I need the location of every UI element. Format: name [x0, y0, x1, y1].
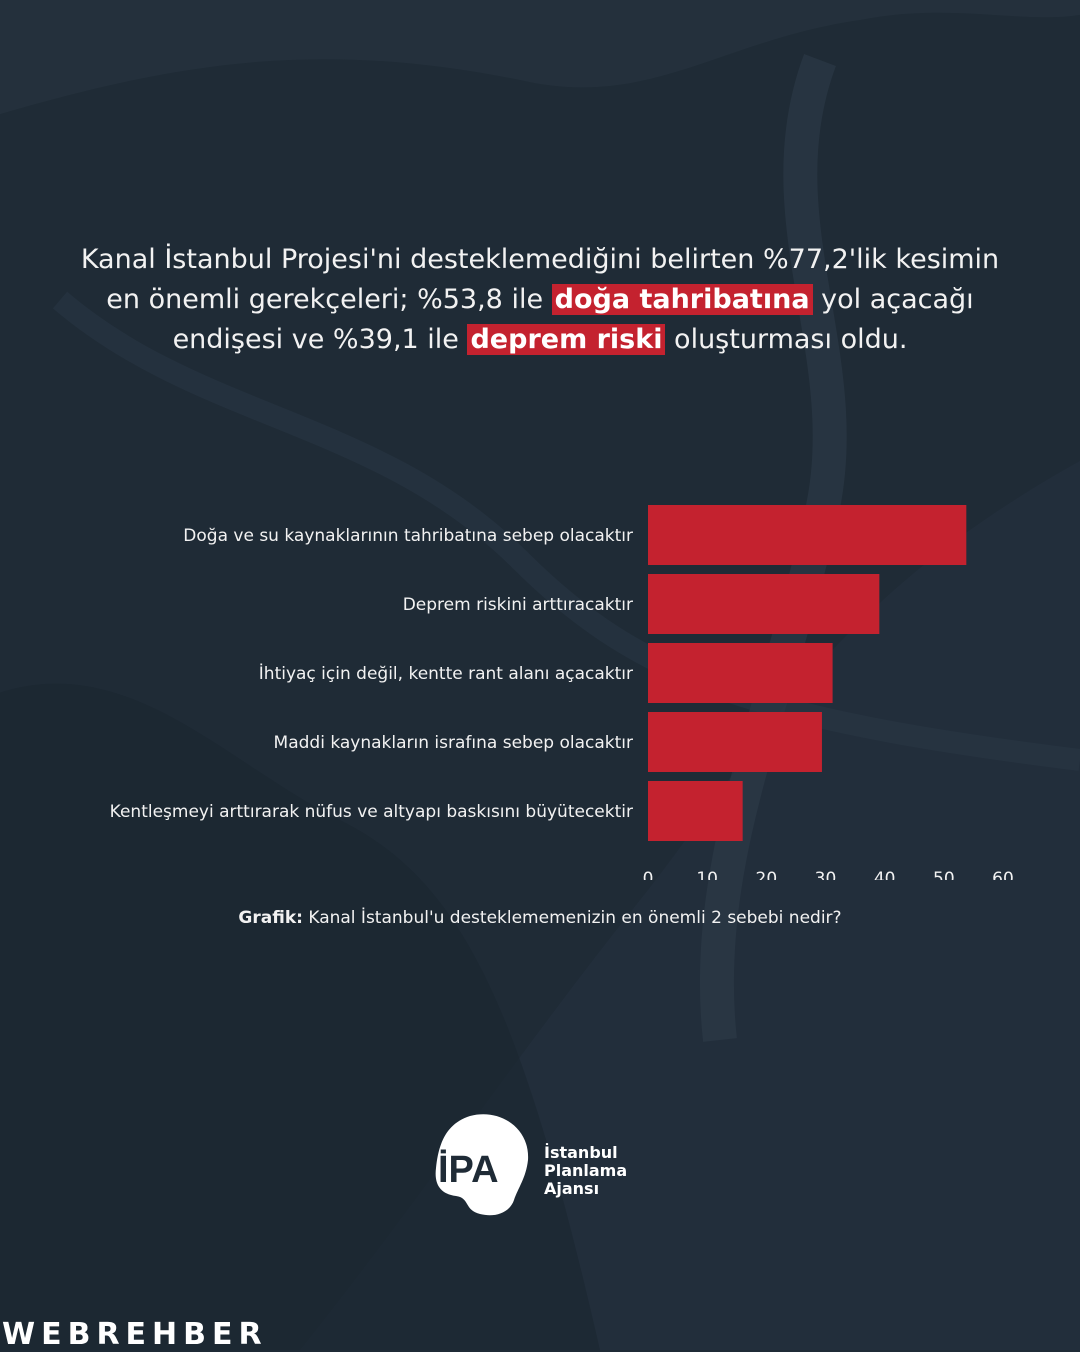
x-tick-label-60: 60: [992, 869, 1014, 880]
ipa-logo-text: [544, 1144, 627, 1198]
bar-chart: [0, 480, 1080, 880]
category-label-1: Doğa ve su kaynaklarının tahribatına sebep olacaktır: [183, 526, 633, 546]
category-label-4: Maddi kaynakların israfına sebep olacaktır: [273, 733, 633, 753]
headline-text-3: oluşturması oldu.: [665, 324, 908, 355]
headline: [70, 240, 1010, 360]
bar-5: [648, 781, 743, 841]
caption-text: Kanal İstanbul'u desteklememenizin en önemli 2 sebebi nedir?: [302, 908, 842, 928]
bar-4: [648, 712, 822, 772]
caption-label: Grafik:: [238, 908, 303, 928]
x-tick-label-0: 0: [642, 869, 654, 880]
headline-text-2: yol açacağı endişesi ve %39,1 ile: [172, 284, 974, 355]
x-tick-label-30: 30: [814, 869, 837, 880]
bar-2: [648, 574, 879, 634]
category-label-5: Kentleşmeyi arttırarak nüfus ve altyapı baskısını büyütecektir: [109, 802, 633, 822]
x-tick-label-10: 10: [696, 869, 718, 880]
category-label-2: Deprem riskini arttıracaktır: [402, 595, 633, 615]
x-tick-label-40: 40: [873, 869, 896, 880]
ipa-logo-letters: İPA: [438, 1149, 499, 1191]
headline-text-1: Kanal İstanbul Projesi'ni desteklemediğini belirten %77,2'lik kesimin en önemli gerekçeleri; %53,8 ile: [80, 244, 1000, 315]
category-label-3: İhtiyaç için değil, kentte rant alanı açacaktır: [258, 664, 633, 684]
logo-line-2: Planlama: [544, 1161, 628, 1180]
x-tick-label-50: 50: [933, 869, 955, 880]
webrehber-watermark: WEBREHBER: [2, 1317, 268, 1352]
highlight-earthquake-risk: deprem riski: [467, 324, 665, 355]
x-tick-label-20: 20: [755, 869, 778, 880]
ipa-logo: [430, 1108, 660, 1220]
logo-line-1: İstanbul: [544, 1143, 618, 1162]
bar-1: [648, 505, 966, 565]
ipa-logo-mark: [430, 1108, 542, 1220]
logo-line-3: Ajansı: [544, 1179, 600, 1198]
chart-caption: [0, 908, 1080, 928]
bar-3: [648, 643, 833, 703]
highlight-nature-destruction: doğa tahribatına: [552, 284, 813, 315]
bar-chart-svg: [0, 480, 1080, 880]
